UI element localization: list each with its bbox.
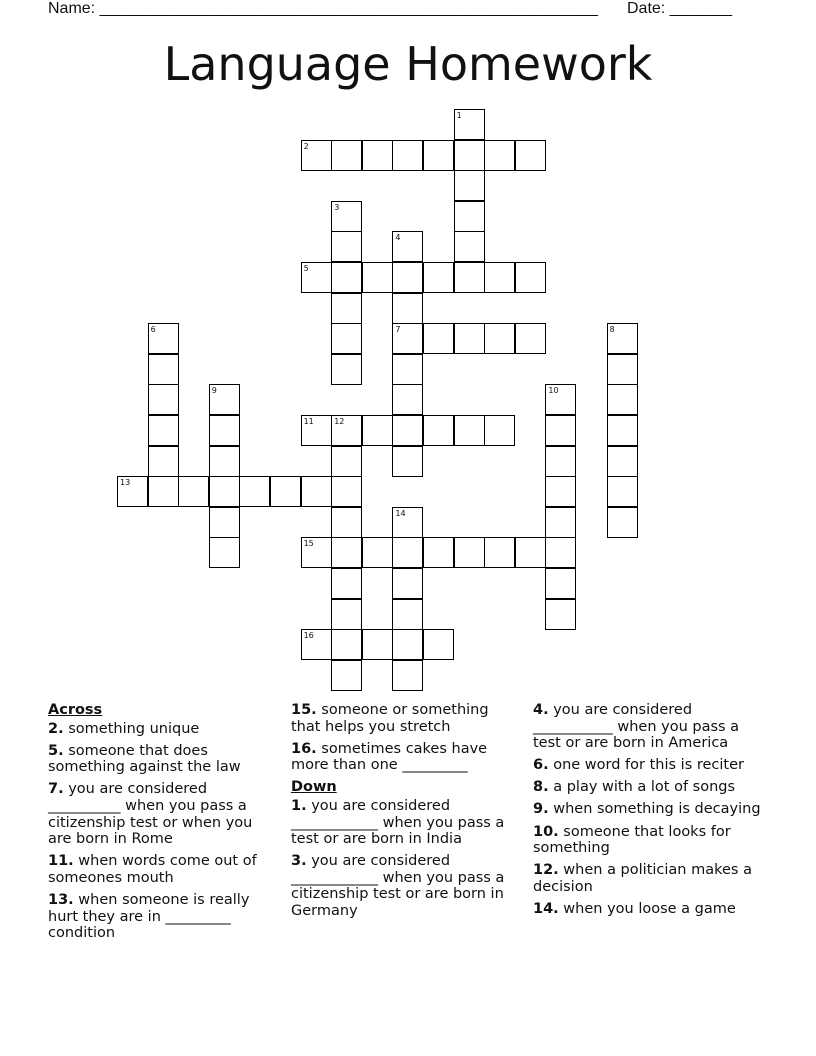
clue-down-4: 4. you are considered ___________ when you pass a test or are born in America <box>533 702 740 752</box>
crossword-cell[interactable] <box>392 354 423 385</box>
crossword-cell[interactable] <box>484 262 515 293</box>
crossword-cell[interactable] <box>423 629 454 660</box>
crossword-cell[interactable] <box>239 476 270 507</box>
crossword-cell[interactable] <box>301 262 332 293</box>
date-field[interactable]: Date: _______ <box>627 0 732 17</box>
crossword-cell[interactable] <box>454 109 485 140</box>
cell-number: 13 <box>120 478 131 488</box>
crossword-cell[interactable] <box>331 507 362 538</box>
cell-number: 6 <box>150 325 156 335</box>
crossword-cell[interactable] <box>331 231 362 262</box>
crossword-cell[interactable] <box>362 629 393 660</box>
crossword-cell[interactable] <box>362 262 393 293</box>
crossword-cell[interactable] <box>331 140 362 171</box>
crossword-cell[interactable] <box>362 140 393 171</box>
clue-down-3: 3. you are considered ____________ when you pass a citizenship test or are born in Germany <box>291 853 505 920</box>
crossword-cell[interactable] <box>148 415 179 446</box>
crossword-cell[interactable] <box>392 660 423 691</box>
crossword-cell[interactable] <box>148 476 179 507</box>
crossword-cell[interactable] <box>484 323 515 354</box>
clue-down-9: 9. when something is decaying <box>533 801 761 818</box>
crossword-cell[interactable] <box>545 599 576 630</box>
crossword-cell[interactable] <box>392 231 423 262</box>
clue-across-15: 15. someone or something that helps you stretch <box>291 702 489 735</box>
crossword-cell[interactable] <box>454 262 485 293</box>
crossword-cell[interactable] <box>209 476 240 507</box>
crossword-cell[interactable] <box>515 140 546 171</box>
clue-down-6: 6. one word for this is reciter <box>533 757 744 774</box>
crossword-cell[interactable] <box>545 446 576 477</box>
crossword-cell[interactable] <box>607 384 638 415</box>
crossword-cell[interactable] <box>392 568 423 599</box>
crossword-cell[interactable] <box>454 170 485 201</box>
crossword-cell[interactable] <box>607 507 638 538</box>
crossword-cell[interactable] <box>362 415 393 446</box>
cell-number: 11 <box>303 417 314 426</box>
crossword-cell[interactable] <box>301 629 332 660</box>
cell-number: 7 <box>395 325 401 335</box>
crossword-cell[interactable] <box>331 201 362 232</box>
crossword-cell[interactable] <box>301 537 332 568</box>
clues-column-1 <box>48 702 276 947</box>
crossword-cell[interactable] <box>331 476 362 507</box>
cell-number: 4 <box>395 233 401 243</box>
cell-number: 3 <box>334 202 340 212</box>
crossword-cell[interactable] <box>392 140 423 171</box>
clue-down-12: 12. when a politician makes a decision <box>533 862 752 895</box>
crossword-cell[interactable] <box>423 415 454 446</box>
crossword-cell[interactable] <box>331 323 362 354</box>
crossword-cell[interactable] <box>454 201 485 232</box>
crossword-cell[interactable] <box>392 599 423 630</box>
name-field[interactable]: Name: ________________________________________________________ <box>48 0 598 17</box>
crossword-cell[interactable] <box>484 537 515 568</box>
crossword-cell[interactable] <box>331 629 362 660</box>
across-heading: Across <box>48 702 103 718</box>
crossword-cell[interactable] <box>209 446 240 477</box>
crossword-cell[interactable] <box>515 537 546 568</box>
page-title: Language Homework <box>163 37 653 91</box>
clue-across-16: 16. sometimes cakes have more than one _________ <box>291 740 488 774</box>
clue-across-13: 13. when someone is really hurt they are in _________ condition <box>48 891 250 942</box>
crossword-cell[interactable] <box>148 354 179 385</box>
crossword-cell[interactable] <box>392 384 423 415</box>
crossword-cell[interactable] <box>607 354 638 385</box>
crossword-cell[interactable] <box>392 323 423 354</box>
cell-number: 8 <box>609 325 615 335</box>
crossword-cell[interactable] <box>331 354 362 385</box>
crossword-cell[interactable] <box>331 660 362 691</box>
crossword-cell[interactable] <box>392 293 423 324</box>
clue-down-1: 1. you are considered ____________ when you pass a test or are born in India <box>291 797 505 848</box>
crossword-cell[interactable] <box>607 476 638 507</box>
crossword-cell[interactable] <box>301 140 332 171</box>
clue-across-7: 7. you are considered __________ when you pass a citizenship test or when you are born in Rome <box>48 781 253 848</box>
crossword-cell[interactable] <box>331 293 362 324</box>
crossword-cell[interactable] <box>454 323 485 354</box>
crossword-cell[interactable] <box>607 446 638 477</box>
crossword-cell[interactable] <box>423 140 454 171</box>
crossword-cell[interactable] <box>362 537 393 568</box>
crossword-cell[interactable] <box>117 476 148 507</box>
crossword-cell[interactable] <box>301 415 332 446</box>
crossword-cell[interactable] <box>454 231 485 262</box>
clues-column-3 <box>533 702 761 923</box>
crossword-cell[interactable] <box>545 415 576 446</box>
clue-across-5: 5. someone that does something against the law <box>48 742 241 776</box>
crossword-cell[interactable] <box>209 415 240 446</box>
crossword-cell[interactable] <box>301 476 332 507</box>
crossword-cell[interactable] <box>331 446 362 477</box>
cell-number: 2 <box>303 141 309 151</box>
crossword-cell[interactable] <box>331 537 362 568</box>
crossword-cell[interactable] <box>178 476 209 507</box>
crossword-cell[interactable] <box>423 323 454 354</box>
clue-down-8: 8. a play with a lot of songs <box>533 779 736 796</box>
cell-number: 9 <box>211 386 217 396</box>
cell-number: 10 <box>548 386 559 396</box>
crossword-cell[interactable] <box>392 446 423 477</box>
clues-column-2 <box>291 702 519 925</box>
crossword-cell[interactable] <box>454 140 485 171</box>
crossword-cell[interactable] <box>331 568 362 599</box>
crossword-cell[interactable] <box>270 476 301 507</box>
crossword-cell[interactable] <box>331 415 362 446</box>
crossword-cell[interactable] <box>209 507 240 538</box>
cell-number: 5 <box>303 264 309 273</box>
clue-down-10: 10. someone that looks for something <box>533 823 731 857</box>
crossword-cell[interactable] <box>545 384 576 415</box>
crossword-cell[interactable] <box>392 262 423 293</box>
cell-number: 14 <box>395 508 406 518</box>
crossword-cell[interactable] <box>515 262 546 293</box>
cell-number: 12 <box>334 417 345 426</box>
clue-across-2: 2. something unique <box>48 720 200 737</box>
crossword-cell[interactable] <box>209 537 240 568</box>
crossword-cell[interactable] <box>392 507 423 538</box>
crossword-cell[interactable] <box>209 384 240 415</box>
crossword-cell[interactable] <box>423 262 454 293</box>
crossword-cell[interactable] <box>454 537 485 568</box>
crossword-cell[interactable] <box>545 537 576 568</box>
worksheet-header <box>0 0 816 24</box>
cell-number: 16 <box>303 631 314 641</box>
crossword-cell[interactable] <box>484 140 515 171</box>
crossword-cell[interactable] <box>392 415 423 446</box>
clue-across-11: 11. when words come out of someones mouth <box>48 853 257 886</box>
down-heading: Down <box>291 779 337 796</box>
crossword-cell[interactable] <box>392 537 423 568</box>
crossword-cell[interactable] <box>331 262 362 293</box>
crossword-cell[interactable] <box>484 415 515 446</box>
crossword-cell[interactable] <box>545 507 576 538</box>
crossword-cell[interactable] <box>454 415 485 446</box>
crossword-cell[interactable] <box>148 384 179 415</box>
crossword-cell[interactable] <box>331 599 362 630</box>
crossword-cell[interactable] <box>515 323 546 354</box>
cell-number: 1 <box>456 111 462 120</box>
crossword-cell[interactable] <box>148 446 179 477</box>
crossword-cell[interactable] <box>545 476 576 507</box>
cell-number: 15 <box>303 539 314 549</box>
crossword-cell[interactable] <box>545 568 576 599</box>
crossword-cell[interactable] <box>607 415 638 446</box>
crossword-cell[interactable] <box>148 323 179 354</box>
clue-down-14: 14. when you loose a game <box>533 900 736 917</box>
crossword-cell[interactable] <box>423 537 454 568</box>
crossword-cell[interactable] <box>607 323 638 354</box>
crossword-cell[interactable] <box>392 629 423 660</box>
